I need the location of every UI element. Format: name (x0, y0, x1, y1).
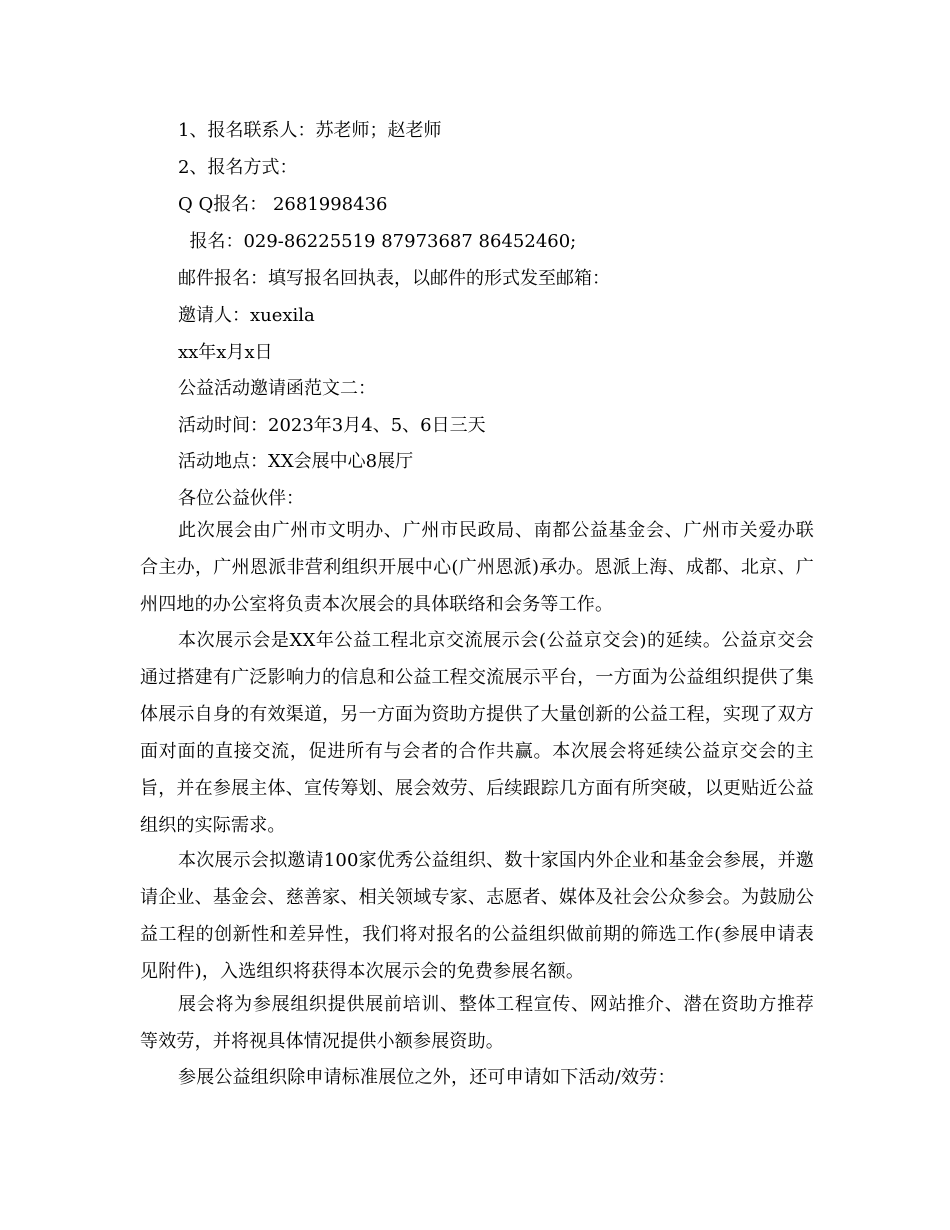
paragraph-services: 展会将为参展组织提供展前培训、整体工程宣传、网站推介、潜在资助方推荐等效劳，并将视具体情况提供小额参展资助。 (140, 994, 814, 1052)
email-registration-line: 邮件报名：填写报名回执表，以邮件的形式发至邮箱： (178, 268, 610, 289)
registration-method-heading: 2、报名方式： (178, 157, 298, 178)
contact-line: 1、报名联系人：苏老师；赵老师 (178, 120, 442, 141)
paragraph-participants: 本次展示会拟邀请100家优秀公益组织、数十家国内外企业和基金会参展，并邀请企业、基金会、慈善家、相关领域专家、志愿者、媒体及社会公众参会。为鼓励公益工程的创新性和差异性，我们将对报名的公益组织做前期的筛选工作(参展申请表见附件)，入选组织将获得本次展示会的免费参展名额。 (140, 850, 814, 982)
section-title: 公益活动邀请函范文二： (178, 378, 376, 399)
event-time-line: 活动时间：2023年3月4、5、6日三天 (178, 415, 486, 436)
inviter-line: 邀请人：xuexila (178, 305, 315, 326)
paragraph-background: 本次展示会是XX年公益工程北京交流展示会(公益京交会)的延续。公益京交会通过搭建有广泛影响力的信息和公益工程交流展示平台，一方面为公益组织提供了集体展示自身的有效渠道，另一方面为资助方提供了大量创新的公益工程，实现了双方面对面的直接交流，促进所有与会者的合作共赢。本次展会将延续公益京交会的主旨，并在参展主体、宣传筹划、展会效劳、后续跟踪几方面有所突破，以更贴近公益组织的实际需求。 (140, 630, 814, 836)
salutation-line: 各位公益伙伴： (178, 488, 304, 509)
event-location-line: 活动地点：XX会展中心8展厅 (178, 451, 414, 472)
paragraph-organizers: 此次展会由广州市文明办、广州市民政局、南都公益基金会、广州市关爱办联合主办，广州恩派非营利组织开展中心(广州恩派)承办。恩派上海、成都、北京、广州四地的办公室将负责本次展会的具体联络和会务等工作。 (140, 520, 814, 615)
phone-registration-line: 报名：029-86225519 87973687 86452460; (178, 231, 577, 252)
date-line: xx年x月x日 (178, 342, 273, 363)
qq-registration-line: Q Q报名： 2681998436 (178, 194, 388, 215)
paragraph-options: 参展公益组织除申请标准展位之外，还可申请如下活动/效劳： (178, 1067, 676, 1088)
